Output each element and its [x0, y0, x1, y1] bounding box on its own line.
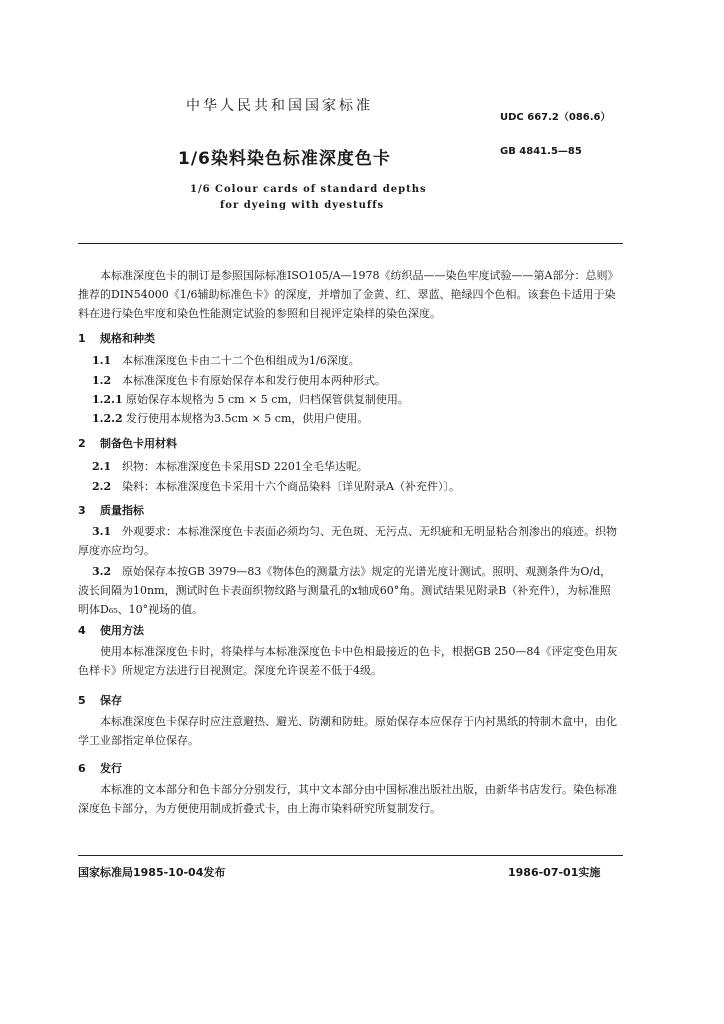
english-title-line2: for dyeing with dyestuffs [220, 200, 385, 211]
section-number: 3 [78, 504, 86, 517]
section-number: 1 [78, 332, 86, 345]
section-title: 发行 [100, 762, 122, 775]
section-number: 5 [78, 694, 86, 707]
item-1-2 [92, 372, 386, 388]
item-text: 发行使用本规格为3.5cm × 5 cm，供用户使用。 [126, 412, 369, 425]
item-text: 原始保存本规格为 5 cm × 5 cm，归档保管供复制使用。 [126, 393, 409, 406]
item-text: 染料：本标准深度色卡采用十六个商品染料〔详见附录A（补充件）〕。 [122, 480, 460, 493]
section-4-heading [78, 622, 144, 638]
intro-paragraph: 本标准深度色卡的制订是参照国际标准ISO105/A—1978《纺织品——染色牢度试验——第A部分：总则》推荐的DIN54000《1/6辅助标准色卡》的深度，并增加了金黄、红、翠蓝、艳绿四个色相。该套色卡适用于染料在进行染色牢度和染色性能测定试验的参照和目视评定染样的染色深度。 [78, 269, 616, 320]
document-title: 1/6染料染色标准深度色卡 [178, 149, 391, 169]
item-2-1 [92, 458, 368, 474]
item-text: 织物：本标准深度色卡采用SD 2201全毛华达呢。 [122, 460, 368, 473]
item-1-2-1 [92, 391, 409, 407]
item-number: 1.1 [92, 354, 112, 367]
section-6-text: 本标准的文本部分和色卡部分分别发行，其中文本部分由中国标准出版社出版，由新华书店发行。染色标准深度色卡部分，为方便使用制成折叠式卡，由上海市染料研究所复制发行。 [78, 783, 617, 815]
item-1-2-2 [92, 410, 368, 426]
item-text: 外观要求：本标准深度色卡表面必须均匀、无色斑、无污点、无织疵和无明显粘合剂渗出的痕迹。织物厚度亦应均匀。 [78, 525, 617, 557]
section-title: 使用方法 [100, 624, 144, 637]
section-4-text: 使用本标准深度色卡时，将染样与本标准深度色卡中色相最接近的色卡，根据GB 250—84《评定变色用灰色样卡》所规定方法进行目视测定。深度允许误差不低于4级。 [78, 645, 618, 677]
udc-code: UDC 667.2（086.6） [500, 112, 611, 123]
section-2-heading [78, 435, 177, 451]
issuing-org: 中华人民共和国国家标准 [186, 98, 373, 114]
section-3-heading [78, 502, 144, 518]
section-5-heading [78, 692, 122, 708]
section-number: 2 [78, 437, 86, 450]
item-number: 2.1 [92, 460, 112, 473]
item-number: 1.2.1 [92, 393, 123, 406]
footer-rule [78, 855, 623, 856]
item-number: 3.2 [92, 565, 112, 578]
section-number: 6 [78, 762, 86, 775]
section-5-text: 本标准深度色卡保存时应注意避热、避光、防潮和防蛀。原始保存本应保存于内衬黑纸的特制木盒中，由化学工业部指定单位保存。 [78, 715, 617, 747]
section-1-heading [78, 330, 155, 346]
effective-date: 1986-07-01实施 [508, 866, 601, 879]
item-number: 1.2.2 [92, 412, 123, 425]
item-number: 1.2 [92, 374, 112, 387]
item-number: 3.1 [92, 525, 112, 538]
section-6-heading [78, 760, 122, 776]
gb-number: GB 4841.5—85 [500, 146, 582, 157]
item-3-1 [78, 522, 618, 560]
item-3-2 [78, 562, 618, 619]
section-number: 4 [78, 624, 86, 637]
section-title: 保存 [100, 694, 122, 707]
item-text: 原始保存本按GB 3979—83《物体色的测量方法》规定的光谱光度计测试。照明、观测条件为O/d，波长间隔为10nm，测试时色卡表面织物纹路与测量孔的x轴成60°角。测试结果见附录B（补充件），为标准照明体D₆₅、10°视场的值。 [78, 565, 612, 616]
section-title: 质量指标 [100, 504, 144, 517]
item-number: 2.2 [92, 480, 112, 493]
header-rule [78, 243, 623, 244]
item-1-1 [92, 352, 360, 368]
item-2-2 [92, 478, 460, 494]
section-title: 规格和种类 [100, 332, 155, 345]
issue-date: 国家标准局1985-10-04发布 [78, 866, 226, 879]
item-text: 本标准深度色卡由二十二个色相组成为1/6深度。 [122, 354, 360, 367]
item-text: 本标准深度色卡有原始保存本和发行使用本两种形式。 [122, 374, 386, 387]
section-title: 制备色卡用材料 [100, 437, 177, 450]
english-title-line1: 1/6 Colour cards of standard depths [190, 184, 427, 195]
